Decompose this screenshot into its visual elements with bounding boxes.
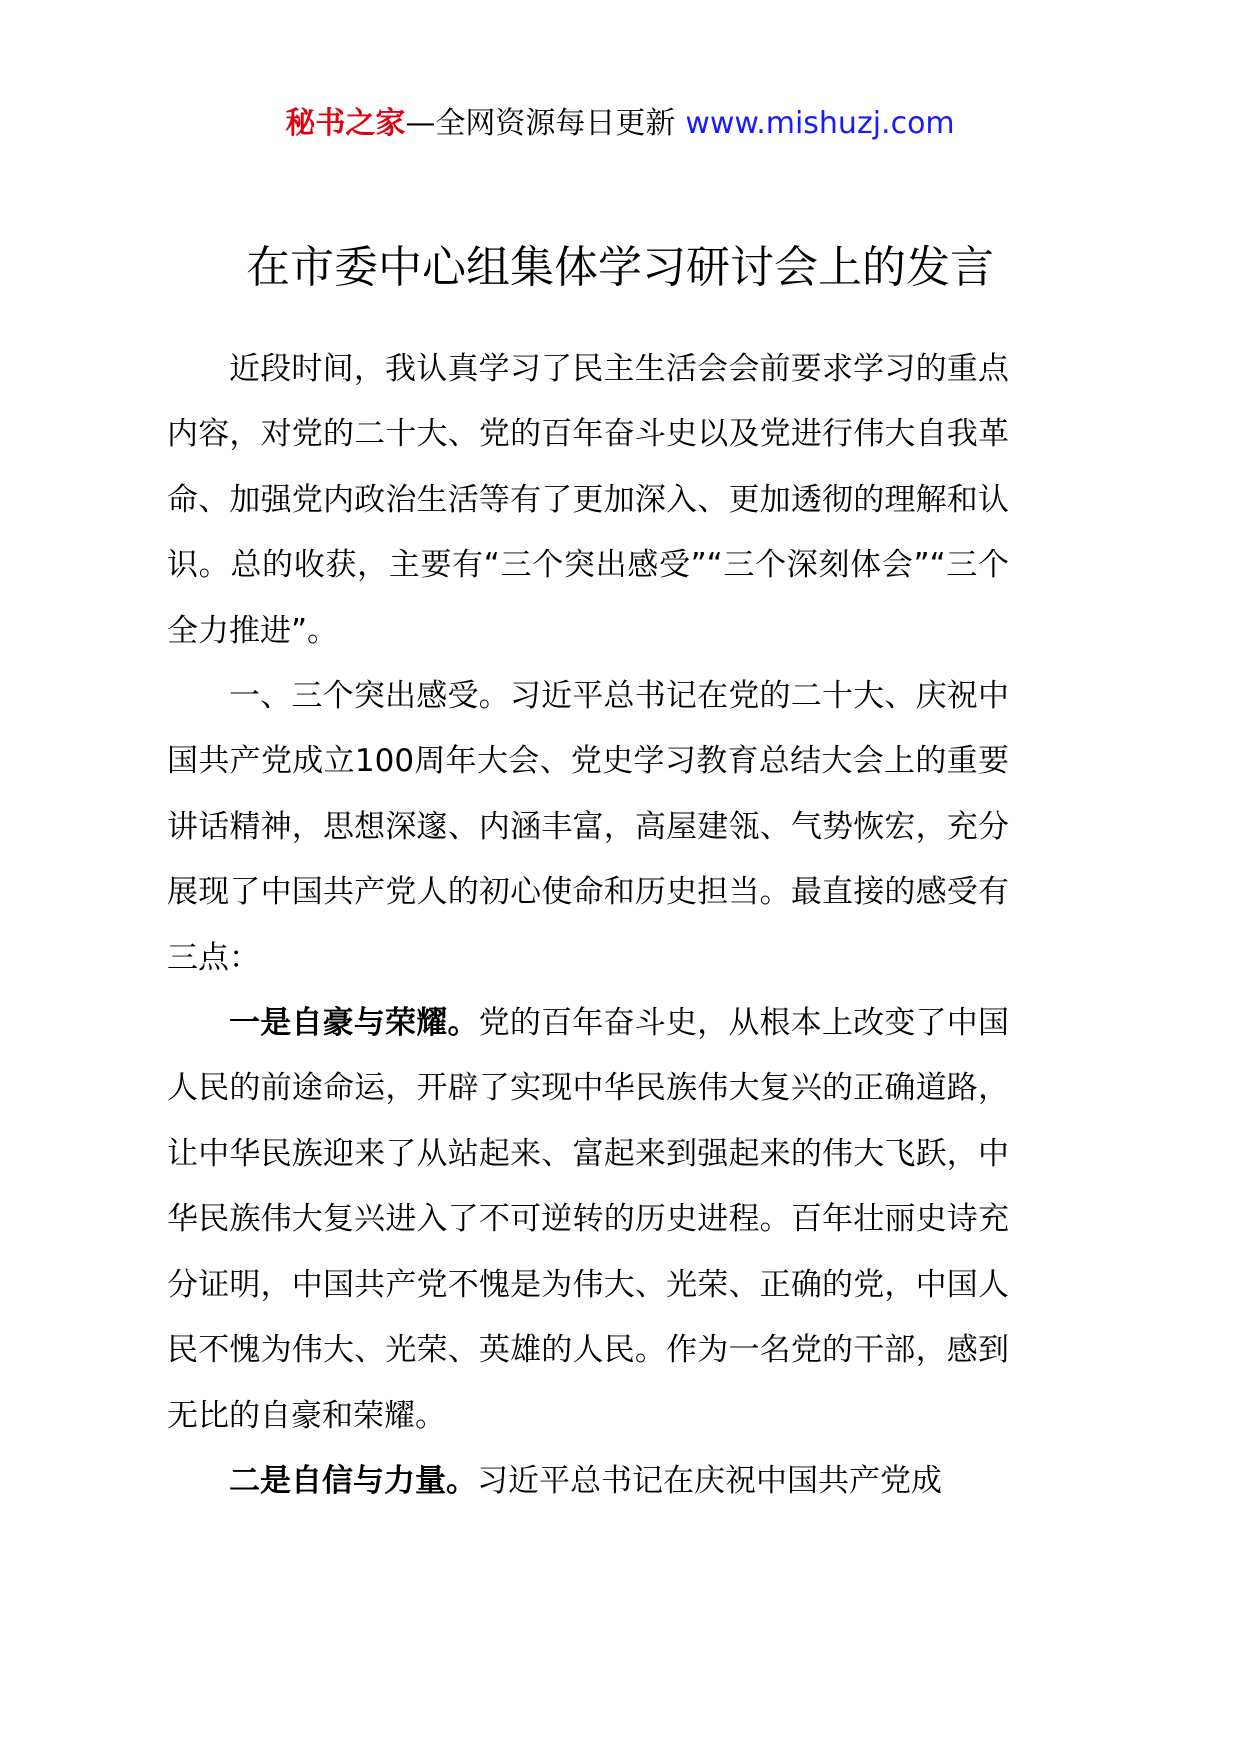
paragraph-pride [167, 991, 1009, 1449]
paragraph-text: 近段时间，我认真学习了民主生活会会前要求学习的重点内容，对党的二十大、党的百年奋斗史以及党进行伟大自我革命、加强党内政治生活等有了更加深入、更加透彻的理解和认识。总的收获，主要有“三个突出感受”“三个深刻体会”“三个全力推进”。 [167, 351, 1009, 649]
paragraph-intro [167, 337, 1009, 664]
paragraph-text: 党的百年奋斗史，从根本上改变了中国人民的前途命运，开辟了实现中华民族伟大复兴的正确道路，让中华民族迎来了从站起来、富起来到强起来的伟大飞跃，中华民族伟大复兴进入了不可逆转的历史进程。百年壮丽史诗充分证明，中国共产党不愧是为伟大、光荣、正确的党，中国人民不愧为伟大、光荣、英雄的人民。作为一名党的干部，感到无比的自豪和荣耀。 [167, 1005, 1010, 1434]
paragraph-text: 习近平总书记在庆祝中国共产党成 [477, 1462, 942, 1499]
brand-name: 秘书之家 [285, 106, 406, 141]
site-header [0, 104, 1240, 144]
paragraph-lead: 二是自信与力量。 [229, 1462, 477, 1499]
paragraph-confidence [167, 1449, 1009, 1514]
document-body [167, 337, 1009, 1514]
document-title: 在市委中心组集体学习研讨会上的发言 [246, 242, 994, 293]
site-slogan: —全网资源每日更新 [405, 106, 676, 141]
paragraph-section-one [167, 664, 1009, 991]
site-url-link[interactable]: www.mishuzj.com [685, 106, 955, 141]
paragraph-lead: 一是自豪与荣耀。 [229, 1005, 479, 1042]
paragraph-text: 一、三个突出感受。习近平总书记在党的二十大、庆祝中国共产党成立100周年大会、党史学习教育总结大会上的重要讲话精神，思想深邃、内涵丰富，高屋建瓴、气势恢宏，充分展现了中国共产党人的初心使命和历史担当。最直接的感受有三点： [167, 678, 1009, 976]
